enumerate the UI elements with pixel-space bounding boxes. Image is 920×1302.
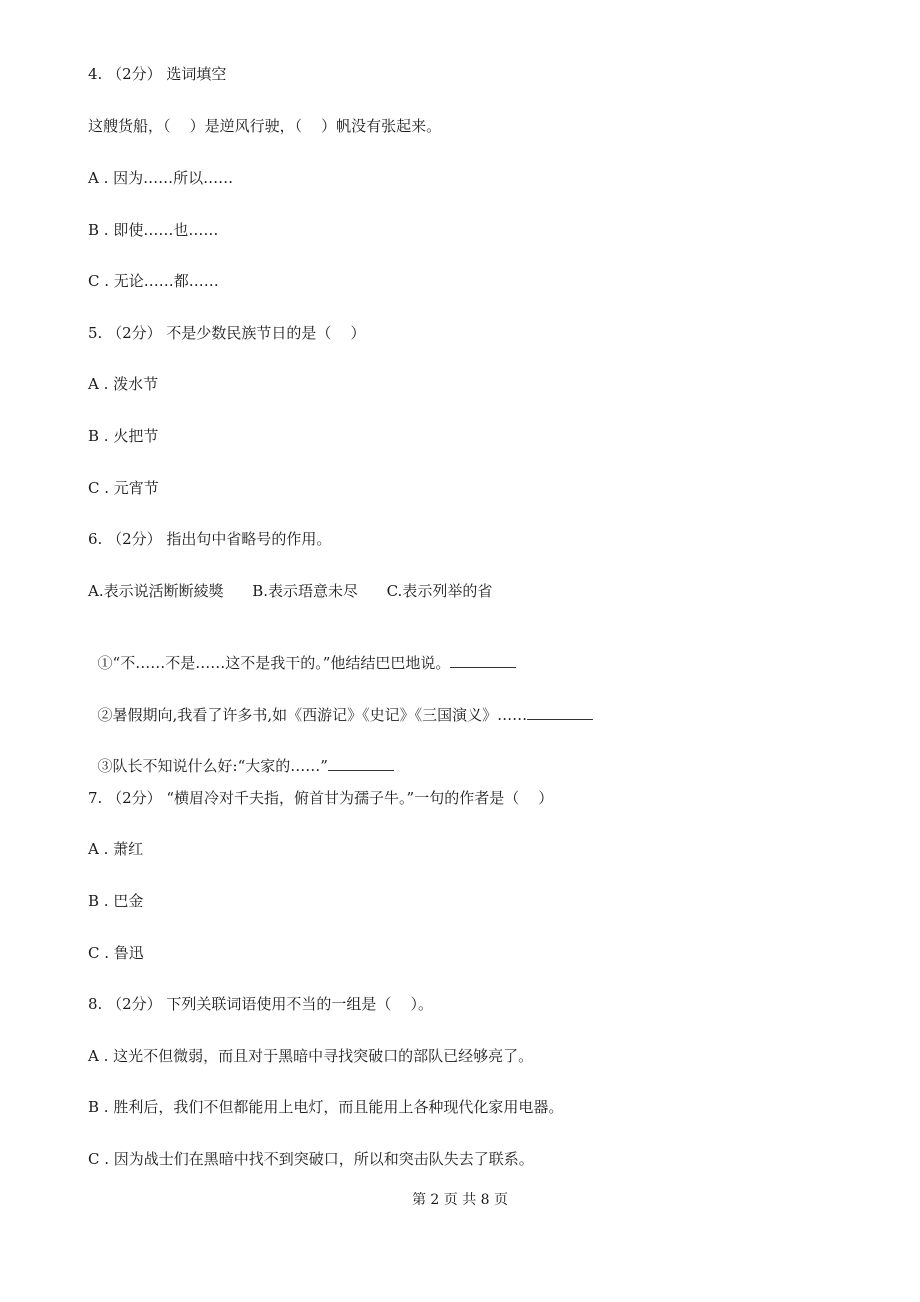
question-8-option-c: C . 因为战士们在黑暗中找不到突破口，所以和突击队失去了联系。 [88, 1150, 534, 1168]
question-8-option-b: B . 胜利后，我们不但都能用上电灯，而且能用上各种现代化家用电器。 [88, 1098, 564, 1116]
question-5-option-b: B . 火把节 [88, 427, 159, 445]
question-8-option-a: A . 这光不但微弱，而且对于黑暗中寻找突破口的部队已经够亮了。 [88, 1047, 534, 1065]
question-6-item-2-text: ②暑假期向,我看了许多书,如《西游记》《史记》《三国演义》…… [97, 706, 528, 724]
question-6-header: 6. （2分） 指出句中省略号的作用。 [88, 530, 332, 548]
question-6-item-1 [88, 633, 516, 672]
question-7-option-b: B . 巴金 [88, 892, 144, 910]
question-7-header: 7. （2分） “横眉冷对千夫指，俯首甘为孺子牛。”一句的作者是（ ） [88, 789, 554, 807]
page-footer: 第 2 页 共 8 页 [411, 1192, 509, 1208]
question-6-item-2 [88, 685, 593, 724]
question-7-option-a: A . 萧红 [88, 840, 144, 858]
answer-blank-2[interactable] [527, 705, 593, 720]
question-4-option-a: A . 因为……所以…… [88, 169, 234, 187]
question-6-item-3 [88, 736, 394, 775]
answer-blank-3[interactable] [328, 756, 394, 771]
question-6-item-1-text: ①“不……不是……这不是我干的。”他结结巴巴地说。 [97, 654, 451, 672]
question-5-option-c: C . 元宵节 [88, 479, 159, 497]
question-6-choices: A.表示说活断断綾獎 B.表示珸意未尽 C.表示列举的省 [88, 582, 493, 600]
answer-blank-1[interactable] [450, 653, 516, 668]
question-4-header: 4. （2分） 选词填空 [88, 65, 227, 83]
question-4-stem: 这艘货船，（ ）是逆风行驶，（ ）帆没有张起来。 [88, 117, 442, 135]
question-5-option-a: A . 泼水节 [88, 375, 159, 393]
question-7-option-c: C . 鲁迅 [88, 944, 144, 962]
question-6-item-3-text: ③队长不知说什么好:“大家的……” [97, 757, 328, 775]
question-8-header: 8. （2分） 下列关联词语使用不当的一组是（ ）。 [88, 995, 433, 1013]
question-5-header: 5. （2分） 不是少数民族节日的是（ ） [88, 324, 366, 342]
question-4-option-c: C . 无论……都…… [88, 272, 219, 290]
question-4-option-b: B . 即使……也…… [88, 221, 219, 239]
